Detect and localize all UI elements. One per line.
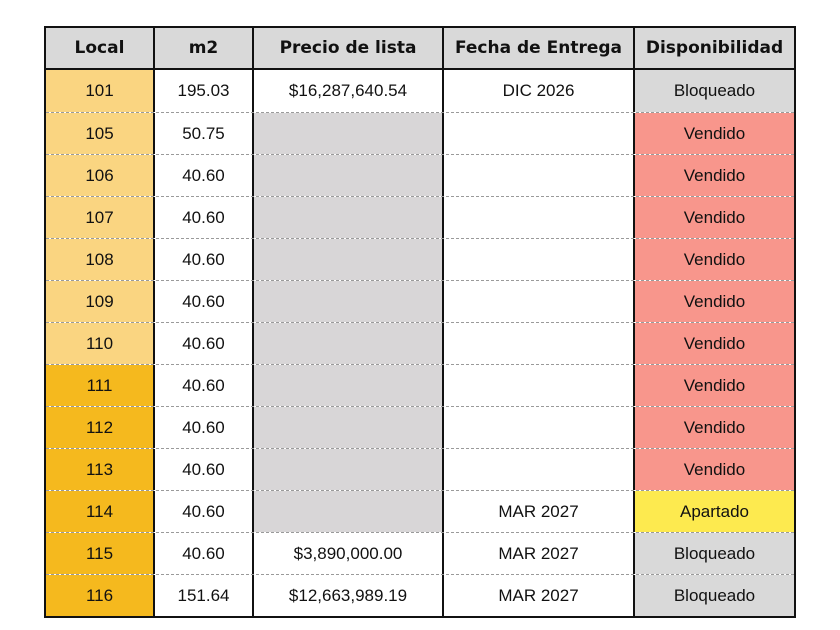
cell-local: 110 [46,323,153,364]
header-m2: m2 [153,28,252,68]
cell-precio: $3,890,000.00 [252,533,442,574]
table-row [46,322,794,364]
table-row [46,532,794,574]
cell-m2: 40.60 [153,323,252,364]
table-row [46,490,794,532]
cell-disponibilidad: Vendido [633,155,794,196]
cell-fecha [442,449,633,490]
cell-precio [252,323,442,364]
cell-m2: 151.64 [153,575,252,616]
table-row [46,154,794,196]
cell-local: 105 [46,113,153,154]
cell-local: 108 [46,239,153,280]
cell-fecha [442,113,633,154]
cell-fecha: MAR 2027 [442,491,633,532]
header-precio: Precio de lista [252,28,442,68]
table-row [46,574,794,616]
cell-precio [252,281,442,322]
cell-precio [252,407,442,448]
cell-local: 112 [46,407,153,448]
cell-m2: 40.60 [153,407,252,448]
header-disponibilidad: Disponibilidad [633,28,794,68]
cell-m2: 195.03 [153,70,252,112]
cell-local: 114 [46,491,153,532]
cell-m2: 40.60 [153,155,252,196]
cell-disponibilidad: Bloqueado [633,533,794,574]
cell-fecha: DIC 2026 [442,70,633,112]
cell-local: 101 [46,70,153,112]
cell-precio [252,155,442,196]
cell-disponibilidad: Apartado [633,491,794,532]
cell-disponibilidad: Vendido [633,239,794,280]
cell-precio [252,449,442,490]
table-row [46,406,794,448]
cell-local: 111 [46,365,153,406]
cell-local: 113 [46,449,153,490]
cell-precio [252,491,442,532]
cell-fecha [442,323,633,364]
cell-disponibilidad: Vendido [633,407,794,448]
cell-m2: 40.60 [153,239,252,280]
cell-disponibilidad: Vendido [633,281,794,322]
cell-m2: 40.60 [153,533,252,574]
cell-disponibilidad: Vendido [633,197,794,238]
cell-fecha [442,239,633,280]
table-row [46,448,794,490]
cell-precio [252,197,442,238]
cell-fecha [442,197,633,238]
cell-precio: $16,287,640.54 [252,70,442,112]
cell-m2: 40.60 [153,365,252,406]
cell-fecha [442,155,633,196]
cell-fecha [442,365,633,406]
cell-m2: 50.75 [153,113,252,154]
header-local: Local [74,38,125,58]
cell-local: 106 [46,155,153,196]
table-row [46,196,794,238]
cell-local: 109 [46,281,153,322]
cell-precio: $12,663,989.19 [252,575,442,616]
cell-disponibilidad: Vendido [633,113,794,154]
cell-disponibilidad: Vendido [633,365,794,406]
cell-disponibilidad: Bloqueado [633,575,794,616]
cell-disponibilidad: Vendido [633,323,794,364]
cell-fecha: MAR 2027 [442,575,633,616]
cell-local: 107 [46,197,153,238]
availability-table [44,26,796,618]
cell-disponibilidad: Vendido [633,449,794,490]
table-row [46,238,794,280]
cell-m2: 40.60 [153,491,252,532]
cell-precio [252,239,442,280]
table-header [46,28,794,70]
header-fecha: Fecha de Entrega [442,28,633,68]
table-row [46,70,794,112]
table-row [46,280,794,322]
cell-m2: 40.60 [153,449,252,490]
table-row [46,112,794,154]
cell-precio [252,113,442,154]
cell-local: 116 [46,575,153,616]
table-row [46,364,794,406]
cell-disponibilidad: Bloqueado [633,70,794,112]
table-body [46,70,794,616]
cell-fecha: MAR 2027 [442,533,633,574]
cell-m2: 40.60 [153,281,252,322]
cell-m2: 40.60 [153,197,252,238]
cell-fecha [442,407,633,448]
cell-local: 115 [46,533,153,574]
cell-precio [252,365,442,406]
cell-fecha [442,281,633,322]
